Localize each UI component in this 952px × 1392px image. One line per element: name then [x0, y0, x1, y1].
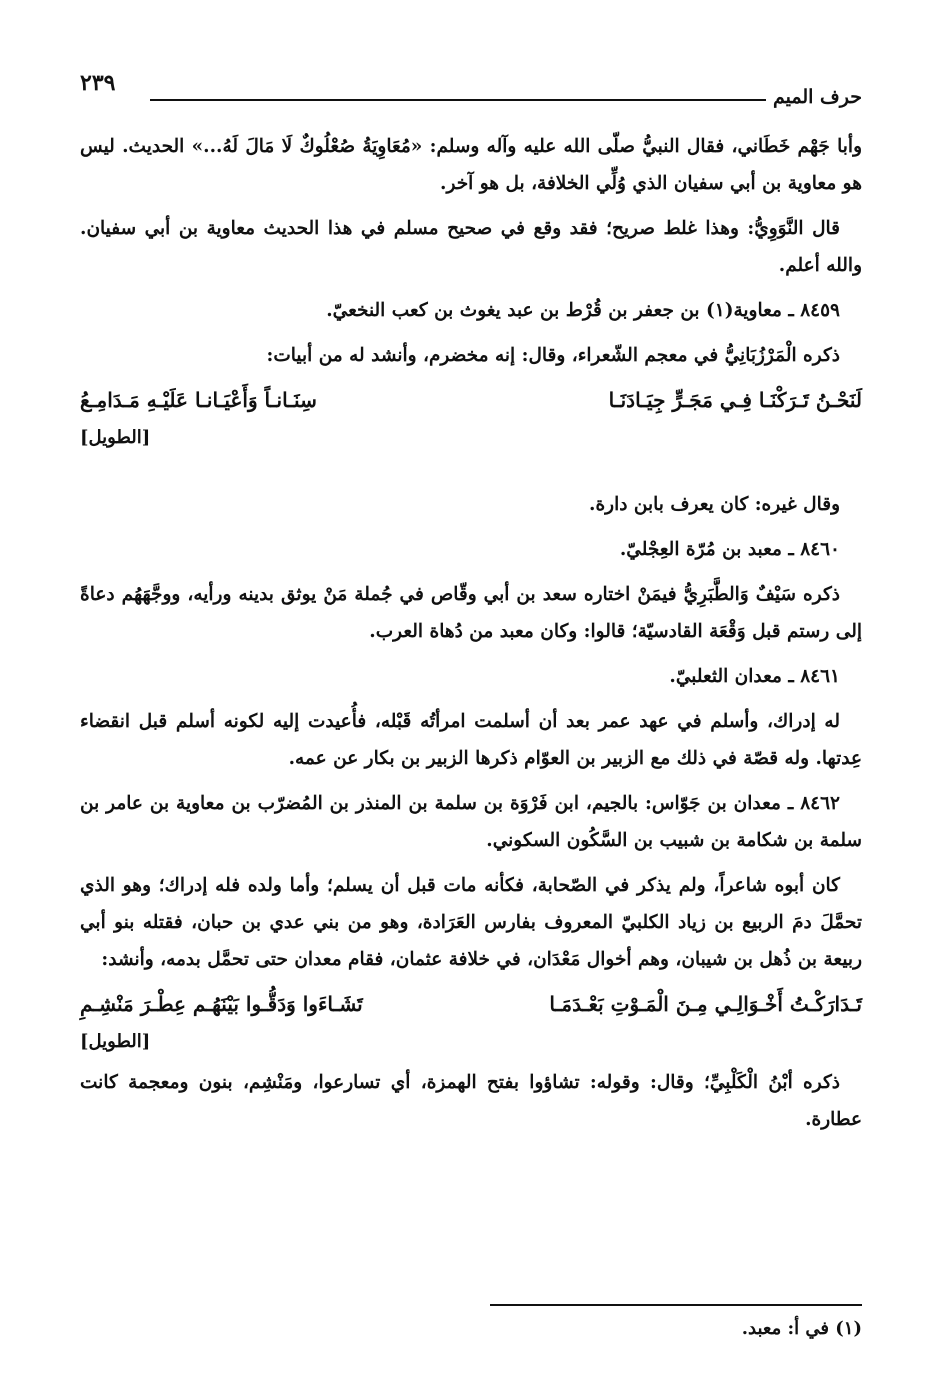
- paragraph: وأبا جَهْم خَطَاني، فقال النبيُّ صلّى الله عليه وآله وسلم: «مُعَاوِيَةُ صُعْلُوكٌ لَا مَالَ لَهُ...» الحديث. ليس هو معاوية بن أبي سفيان الذي وُلِّي الخلافة، بل هو آخر.: [80, 136, 862, 194]
- entry-heading: ٨٤٦١ ـ معدان الثعلبيّ.: [669, 666, 840, 687]
- paragraph: كان أبوه شاعراً، ولم يذكر في الصّحابة، فكأنه مات قبل أن يسلم؛ وأما ولده فله إدراك؛ وهو الذي تحمَّلَ دمَ الربيع بن زياد الكلبيّ المعروف بفارس العَرَادة، وهو من بني عدي بن حبان، فقتله بنو أبي ربيعة بن ذُهل بن شيبان، وهم أخوال مَعْدَان، في خلافة عثمان، فقام معدان حتى تحمَّل بدمه، وأنشد:: [80, 875, 862, 970]
- paragraph: له إدراك، وأسلم في عهد عمر بعد أن أسلمت امرأتُه قَبْله، فأُعيدت إليه لكونه أسلم قبل انقضاء عِدتها. وله قصّة في ذلك مع الزبير بن العوّام ذكرها الزبير بن بكار عن عمه.: [80, 711, 862, 769]
- verse-first-hemistich: لَنَحْـنُ تَـرَكْنَـا فِـي مَجَـرٍّ جِيَـادَنَـا: [608, 388, 862, 412]
- entry-heading: ٨٤٦٢ ـ معدان بن جَوّاس: بالجيم، ابن فَرْوَة بن سلمة بن المنذر بن المُضرّب بن معاوية بن عامر بن سلمة بن شكامة بن شبيب بن السَّكُون السكوني.: [80, 793, 862, 851]
- poem-verse: [80, 382, 862, 419]
- paragraph: قال النَّوَوِيُّ: وهذا غلط صريح؛ فقد وقع في صحيح مسلم في هذا الحديث معاوية بن أبي سفيان. والله أعلم.: [80, 218, 862, 276]
- paragraph: وقال غيره: كان يعرف بابن دارة.: [589, 494, 840, 515]
- page-header: [80, 62, 862, 108]
- poem-verse: [80, 986, 862, 1023]
- entry-heading: ٨٤٥٩ ـ معاوية(١) بن جعفر بن قُرْط بن عبد يغوث بن كعب النخعيّ.: [326, 300, 840, 321]
- header-rule: [150, 99, 766, 101]
- poem-meter: [الطويل]: [80, 1031, 151, 1052]
- footnote: (١) في أ: معبد.: [741, 1318, 862, 1339]
- paragraph: ذكره أبْنُ الْكَلْبِيِّ؛ وقال: وقوله: تشاؤوا بفتح الهمزة، أي تسارعوا، ومَنْشِم، بنون ومعجمة كانت عطارة.: [80, 1072, 862, 1130]
- footnote-rule: [490, 1304, 862, 1306]
- verse-second-hemistich: تَشَـاءَوا وَدَقُّـوا بَيْنَهُـم عِطْـرَ مَنْشِـمِ: [80, 992, 363, 1016]
- paragraph: ذكره سَيْفٌ وَالطَّبَرِيُّ فيمَنْ اختاره سعد بن أبي وقّاص في جُملة مَنْ يوثق بدينه ورأيه، ووجَّهَهُم دعاةً إلى رستم قبل وَقْعَة القادسيّة؛ قالوا: وكان معبد من دُهاة العرب.: [80, 584, 862, 642]
- page-number: ٢٣٩: [80, 70, 116, 96]
- poem-meter: [الطويل]: [80, 427, 151, 448]
- running-title: حرف الميم: [773, 86, 862, 108]
- entry-heading: ٨٤٦٠ ـ معبد بن مُرّة العِجْليّ.: [619, 539, 840, 560]
- verse-second-hemistich: سِنَـانـاً وَأَعْيَـانـا عَلَيْـهِ مَـدَامِـعُ: [80, 388, 317, 412]
- paragraph: ذكره الْمَرْزُبَانِيُّ في معجم الشّعراء، وقال: إنه مخضرم، وأنشد له من أبيات:: [266, 345, 840, 366]
- page-body: [80, 128, 862, 1146]
- verse-first-hemistich: تَـدَارَكْـتُ أَخْـوَالِـي مِـنَ الْمَـوْتِ بَعْـدَمَـا: [549, 992, 862, 1016]
